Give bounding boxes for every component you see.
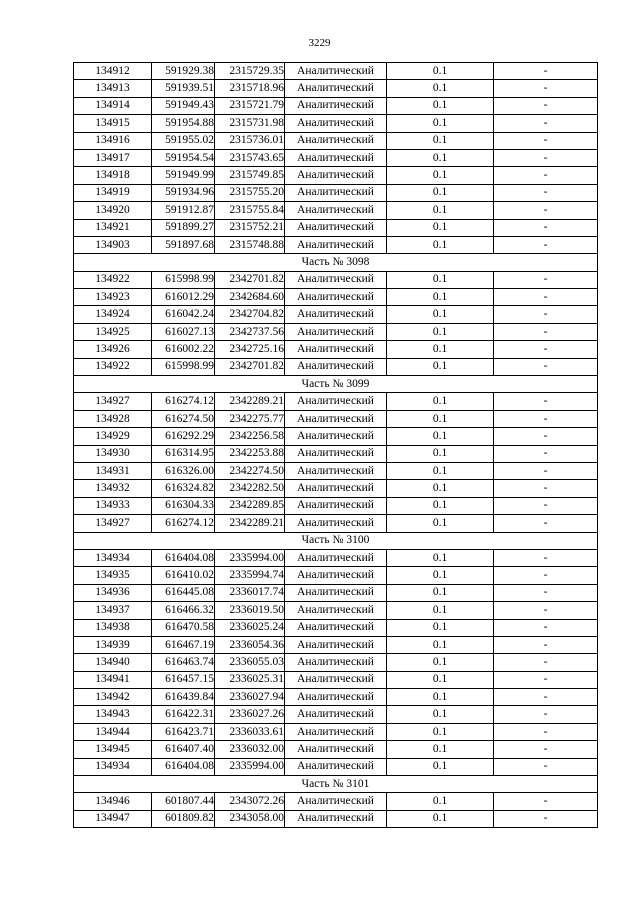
table-row	[74, 97, 598, 114]
y-coordinate-cell: 2336017.74	[215, 584, 285, 601]
method-cell: Аналитический	[285, 289, 387, 306]
note-cell: -	[494, 219, 598, 236]
part-header-row	[74, 532, 598, 549]
method-cell: Аналитический	[285, 480, 387, 497]
point-id-cell: 134938	[74, 619, 152, 636]
note-cell: -	[494, 236, 598, 253]
note-cell: -	[494, 654, 598, 671]
table-row	[74, 428, 598, 445]
method-cell: Аналитический	[285, 445, 387, 462]
table-row	[74, 358, 598, 375]
accuracy-cell: 0.1	[387, 323, 494, 340]
note-cell: -	[494, 602, 598, 619]
x-coordinate-cell: 616027.13	[152, 323, 215, 340]
accuracy-cell: 0.1	[387, 132, 494, 149]
method-cell: Аналитический	[285, 567, 387, 584]
accuracy-cell: 0.1	[387, 549, 494, 566]
point-id-cell: 134926	[74, 341, 152, 358]
table-row	[74, 689, 598, 706]
accuracy-cell: 0.1	[387, 184, 494, 201]
point-id-cell: 134933	[74, 497, 152, 514]
x-coordinate-cell: 616274.12	[152, 515, 215, 532]
method-cell: Аналитический	[285, 584, 387, 601]
method-cell: Аналитический	[285, 549, 387, 566]
point-id-cell: 134931	[74, 462, 152, 479]
y-coordinate-cell: 2336054.36	[215, 636, 285, 653]
x-coordinate-cell: 616470.58	[152, 619, 215, 636]
note-cell: -	[494, 358, 598, 375]
method-cell: Аналитический	[285, 706, 387, 723]
point-id-cell: 134930	[74, 445, 152, 462]
part-header-row	[74, 376, 598, 393]
note-cell: -	[494, 810, 598, 827]
method-cell: Аналитический	[285, 115, 387, 132]
point-id-cell: 134923	[74, 289, 152, 306]
point-id-cell: 134937	[74, 602, 152, 619]
table-row	[74, 115, 598, 132]
method-cell: Аналитический	[285, 80, 387, 97]
accuracy-cell: 0.1	[387, 428, 494, 445]
table-row	[74, 654, 598, 671]
x-coordinate-cell: 616304.33	[152, 497, 215, 514]
x-coordinate-cell: 591954.54	[152, 149, 215, 166]
accuracy-cell: 0.1	[387, 515, 494, 532]
note-cell: -	[494, 80, 598, 97]
accuracy-cell: 0.1	[387, 758, 494, 775]
point-id-cell: 134919	[74, 184, 152, 201]
note-cell: -	[494, 567, 598, 584]
coordinates-table-body	[74, 63, 598, 828]
table-row	[74, 184, 598, 201]
accuracy-cell: 0.1	[387, 689, 494, 706]
x-coordinate-cell: 616002.22	[152, 341, 215, 358]
table-row	[74, 341, 598, 358]
y-coordinate-cell: 2343058.00	[215, 810, 285, 827]
note-cell: -	[494, 758, 598, 775]
y-coordinate-cell: 2335994.74	[215, 567, 285, 584]
accuracy-cell: 0.1	[387, 706, 494, 723]
point-id-cell: 134927	[74, 515, 152, 532]
x-coordinate-cell: 616463.74	[152, 654, 215, 671]
note-cell: -	[494, 97, 598, 114]
accuracy-cell: 0.1	[387, 810, 494, 827]
accuracy-cell: 0.1	[387, 671, 494, 688]
note-cell: -	[494, 723, 598, 740]
accuracy-cell: 0.1	[387, 271, 494, 288]
x-coordinate-cell: 591912.87	[152, 202, 215, 219]
x-coordinate-cell: 616457.15	[152, 671, 215, 688]
table-row	[74, 323, 598, 340]
part-header-row	[74, 254, 598, 271]
note-cell: -	[494, 497, 598, 514]
accuracy-cell: 0.1	[387, 149, 494, 166]
table-row	[74, 584, 598, 601]
y-coordinate-cell: 2342725.16	[215, 341, 285, 358]
table-row	[74, 497, 598, 514]
note-cell: -	[494, 428, 598, 445]
accuracy-cell: 0.1	[387, 167, 494, 184]
y-coordinate-cell: 2336027.26	[215, 706, 285, 723]
x-coordinate-cell: 591939.51	[152, 80, 215, 97]
y-coordinate-cell: 2342737.56	[215, 323, 285, 340]
point-id-cell: 134925	[74, 323, 152, 340]
table-row	[74, 636, 598, 653]
note-cell: -	[494, 132, 598, 149]
table-row	[74, 289, 598, 306]
method-cell: Аналитический	[285, 167, 387, 184]
method-cell: Аналитический	[285, 758, 387, 775]
accuracy-cell: 0.1	[387, 289, 494, 306]
point-id-cell: 134945	[74, 741, 152, 758]
note-cell: -	[494, 741, 598, 758]
table-row	[74, 741, 598, 758]
note-cell: -	[494, 636, 598, 653]
y-coordinate-cell: 2336032.00	[215, 741, 285, 758]
part-label: Часть № 3101	[74, 776, 598, 793]
method-cell: Аналитический	[285, 636, 387, 653]
x-coordinate-cell: 616467.19	[152, 636, 215, 653]
note-cell: -	[494, 410, 598, 427]
note-cell: -	[494, 393, 598, 410]
part-label: Часть № 3098	[74, 254, 598, 271]
x-coordinate-cell: 616314.95	[152, 445, 215, 462]
x-coordinate-cell: 616422.31	[152, 706, 215, 723]
method-cell: Аналитический	[285, 393, 387, 410]
table-row	[74, 567, 598, 584]
y-coordinate-cell: 2315743.65	[215, 149, 285, 166]
accuracy-cell: 0.1	[387, 236, 494, 253]
point-id-cell: 134912	[74, 63, 152, 80]
y-coordinate-cell: 2315748.88	[215, 236, 285, 253]
accuracy-cell: 0.1	[387, 480, 494, 497]
y-coordinate-cell: 2343072.26	[215, 793, 285, 810]
table-row	[74, 619, 598, 636]
x-coordinate-cell: 615998.99	[152, 271, 215, 288]
method-cell: Аналитический	[285, 619, 387, 636]
note-cell: -	[494, 793, 598, 810]
part-label: Часть № 3100	[74, 532, 598, 549]
table-row	[74, 723, 598, 740]
table-row	[74, 80, 598, 97]
method-cell: Аналитический	[285, 497, 387, 514]
method-cell: Аналитический	[285, 236, 387, 253]
table-row	[74, 445, 598, 462]
table-row	[74, 410, 598, 427]
x-coordinate-cell: 616410.02	[152, 567, 215, 584]
y-coordinate-cell: 2315721.79	[215, 97, 285, 114]
method-cell: Аналитический	[285, 63, 387, 80]
method-cell: Аналитический	[285, 428, 387, 445]
table-row	[74, 549, 598, 566]
point-id-cell: 134914	[74, 97, 152, 114]
table-row	[74, 462, 598, 479]
y-coordinate-cell: 2315752.21	[215, 219, 285, 236]
method-cell: Аналитический	[285, 515, 387, 532]
y-coordinate-cell: 2315755.20	[215, 184, 285, 201]
x-coordinate-cell: 616326.00	[152, 462, 215, 479]
point-id-cell: 134940	[74, 654, 152, 671]
x-coordinate-cell: 616274.12	[152, 393, 215, 410]
point-id-cell: 134918	[74, 167, 152, 184]
point-id-cell: 134924	[74, 306, 152, 323]
method-cell: Аналитический	[285, 723, 387, 740]
method-cell: Аналитический	[285, 149, 387, 166]
method-cell: Аналитический	[285, 219, 387, 236]
method-cell: Аналитический	[285, 689, 387, 706]
note-cell: -	[494, 323, 598, 340]
table-row	[74, 202, 598, 219]
table-row	[74, 132, 598, 149]
table-row	[74, 810, 598, 827]
x-coordinate-cell: 591949.99	[152, 167, 215, 184]
note-cell: -	[494, 184, 598, 201]
point-id-cell: 134927	[74, 393, 152, 410]
part-label: Часть № 3099	[74, 376, 598, 393]
x-coordinate-cell: 591897.68	[152, 236, 215, 253]
note-cell: -	[494, 689, 598, 706]
part-header-row	[74, 776, 598, 793]
point-id-cell: 134936	[74, 584, 152, 601]
note-cell: -	[494, 202, 598, 219]
method-cell: Аналитический	[285, 202, 387, 219]
point-id-cell: 134946	[74, 793, 152, 810]
table-row	[74, 793, 598, 810]
y-coordinate-cell: 2336027.94	[215, 689, 285, 706]
y-coordinate-cell: 2342701.82	[215, 271, 285, 288]
y-coordinate-cell: 2342282.50	[215, 480, 285, 497]
point-id-cell: 134939	[74, 636, 152, 653]
method-cell: Аналитический	[285, 184, 387, 201]
y-coordinate-cell: 2315736.01	[215, 132, 285, 149]
coordinates-table	[73, 62, 598, 828]
method-cell: Аналитический	[285, 462, 387, 479]
x-coordinate-cell: 591949.43	[152, 97, 215, 114]
method-cell: Аналитический	[285, 341, 387, 358]
note-cell: -	[494, 167, 598, 184]
point-id-cell: 134903	[74, 236, 152, 253]
y-coordinate-cell: 2342275.77	[215, 410, 285, 427]
point-id-cell: 134920	[74, 202, 152, 219]
accuracy-cell: 0.1	[387, 445, 494, 462]
method-cell: Аналитический	[285, 358, 387, 375]
y-coordinate-cell: 2336025.24	[215, 619, 285, 636]
accuracy-cell: 0.1	[387, 793, 494, 810]
x-coordinate-cell: 616292.29	[152, 428, 215, 445]
accuracy-cell: 0.1	[387, 219, 494, 236]
x-coordinate-cell: 616439.84	[152, 689, 215, 706]
accuracy-cell: 0.1	[387, 567, 494, 584]
method-cell: Аналитический	[285, 793, 387, 810]
x-coordinate-cell: 591955.02	[152, 132, 215, 149]
y-coordinate-cell: 2315755.84	[215, 202, 285, 219]
accuracy-cell: 0.1	[387, 410, 494, 427]
note-cell: -	[494, 149, 598, 166]
accuracy-cell: 0.1	[387, 619, 494, 636]
x-coordinate-cell: 591929.38	[152, 63, 215, 80]
note-cell: -	[494, 706, 598, 723]
accuracy-cell: 0.1	[387, 723, 494, 740]
x-coordinate-cell: 616324.82	[152, 480, 215, 497]
y-coordinate-cell: 2342253.88	[215, 445, 285, 462]
table-row	[74, 167, 598, 184]
y-coordinate-cell: 2342289.21	[215, 515, 285, 532]
note-cell: -	[494, 584, 598, 601]
x-coordinate-cell: 616404.08	[152, 549, 215, 566]
x-coordinate-cell: 615998.99	[152, 358, 215, 375]
note-cell: -	[494, 462, 598, 479]
point-id-cell: 134944	[74, 723, 152, 740]
accuracy-cell: 0.1	[387, 497, 494, 514]
point-id-cell: 134947	[74, 810, 152, 827]
x-coordinate-cell: 616274.50	[152, 410, 215, 427]
note-cell: -	[494, 115, 598, 132]
x-coordinate-cell: 616042.24	[152, 306, 215, 323]
point-id-cell: 134932	[74, 480, 152, 497]
y-coordinate-cell: 2315718.96	[215, 80, 285, 97]
method-cell: Аналитический	[285, 132, 387, 149]
y-coordinate-cell: 2342256.58	[215, 428, 285, 445]
table-row	[74, 63, 598, 80]
table-row	[74, 271, 598, 288]
point-id-cell: 134915	[74, 115, 152, 132]
method-cell: Аналитический	[285, 602, 387, 619]
method-cell: Аналитический	[285, 271, 387, 288]
note-cell: -	[494, 306, 598, 323]
table-row	[74, 306, 598, 323]
accuracy-cell: 0.1	[387, 741, 494, 758]
accuracy-cell: 0.1	[387, 584, 494, 601]
accuracy-cell: 0.1	[387, 654, 494, 671]
point-id-cell: 134922	[74, 271, 152, 288]
table-row	[74, 219, 598, 236]
point-id-cell: 134942	[74, 689, 152, 706]
method-cell: Аналитический	[285, 410, 387, 427]
point-id-cell: 134913	[74, 80, 152, 97]
table-row	[74, 149, 598, 166]
y-coordinate-cell: 2342289.21	[215, 393, 285, 410]
accuracy-cell: 0.1	[387, 202, 494, 219]
accuracy-cell: 0.1	[387, 393, 494, 410]
x-coordinate-cell: 591954.88	[152, 115, 215, 132]
y-coordinate-cell: 2342704.82	[215, 306, 285, 323]
table-row	[74, 236, 598, 253]
x-coordinate-cell: 616404.08	[152, 758, 215, 775]
y-coordinate-cell: 2342289.85	[215, 497, 285, 514]
accuracy-cell: 0.1	[387, 636, 494, 653]
point-id-cell: 134934	[74, 549, 152, 566]
x-coordinate-cell: 616445.08	[152, 584, 215, 601]
note-cell: -	[494, 289, 598, 306]
accuracy-cell: 0.1	[387, 97, 494, 114]
method-cell: Аналитический	[285, 741, 387, 758]
note-cell: -	[494, 549, 598, 566]
note-cell: -	[494, 619, 598, 636]
y-coordinate-cell: 2336019.50	[215, 602, 285, 619]
y-coordinate-cell: 2342274.50	[215, 462, 285, 479]
x-coordinate-cell: 601807.44	[152, 793, 215, 810]
table-row	[74, 480, 598, 497]
accuracy-cell: 0.1	[387, 602, 494, 619]
table-row	[74, 393, 598, 410]
point-id-cell: 134921	[74, 219, 152, 236]
method-cell: Аналитический	[285, 323, 387, 340]
x-coordinate-cell: 616012.29	[152, 289, 215, 306]
point-id-cell: 134941	[74, 671, 152, 688]
note-cell: -	[494, 671, 598, 688]
y-coordinate-cell: 2336055.03	[215, 654, 285, 671]
note-cell: -	[494, 515, 598, 532]
accuracy-cell: 0.1	[387, 306, 494, 323]
accuracy-cell: 0.1	[387, 115, 494, 132]
point-id-cell: 134916	[74, 132, 152, 149]
accuracy-cell: 0.1	[387, 80, 494, 97]
table-row	[74, 758, 598, 775]
table-row	[74, 671, 598, 688]
point-id-cell: 134934	[74, 758, 152, 775]
y-coordinate-cell: 2315729.35	[215, 63, 285, 80]
y-coordinate-cell: 2342701.82	[215, 358, 285, 375]
x-coordinate-cell: 591934.96	[152, 184, 215, 201]
point-id-cell: 134935	[74, 567, 152, 584]
table-row	[74, 515, 598, 532]
table-row	[74, 602, 598, 619]
note-cell: -	[494, 445, 598, 462]
method-cell: Аналитический	[285, 654, 387, 671]
table-row	[74, 706, 598, 723]
x-coordinate-cell: 591899.27	[152, 219, 215, 236]
note-cell: -	[494, 341, 598, 358]
accuracy-cell: 0.1	[387, 462, 494, 479]
accuracy-cell: 0.1	[387, 341, 494, 358]
y-coordinate-cell: 2342684.60	[215, 289, 285, 306]
point-id-cell: 134917	[74, 149, 152, 166]
point-id-cell: 134929	[74, 428, 152, 445]
point-id-cell: 134922	[74, 358, 152, 375]
y-coordinate-cell: 2335994.00	[215, 758, 285, 775]
y-coordinate-cell: 2315749.85	[215, 167, 285, 184]
accuracy-cell: 0.1	[387, 63, 494, 80]
y-coordinate-cell: 2336033.61	[215, 723, 285, 740]
y-coordinate-cell: 2335994.00	[215, 549, 285, 566]
x-coordinate-cell: 616423.71	[152, 723, 215, 740]
note-cell: -	[494, 271, 598, 288]
x-coordinate-cell: 601809.82	[152, 810, 215, 827]
method-cell: Аналитический	[285, 810, 387, 827]
accuracy-cell: 0.1	[387, 358, 494, 375]
x-coordinate-cell: 616466.32	[152, 602, 215, 619]
note-cell: -	[494, 480, 598, 497]
page-number: 3229	[308, 37, 331, 49]
y-coordinate-cell: 2336025.31	[215, 671, 285, 688]
method-cell: Аналитический	[285, 671, 387, 688]
note-cell: -	[494, 63, 598, 80]
method-cell: Аналитический	[285, 306, 387, 323]
point-id-cell: 134943	[74, 706, 152, 723]
x-coordinate-cell: 616407.40	[152, 741, 215, 758]
point-id-cell: 134928	[74, 410, 152, 427]
y-coordinate-cell: 2315731.98	[215, 115, 285, 132]
method-cell: Аналитический	[285, 97, 387, 114]
